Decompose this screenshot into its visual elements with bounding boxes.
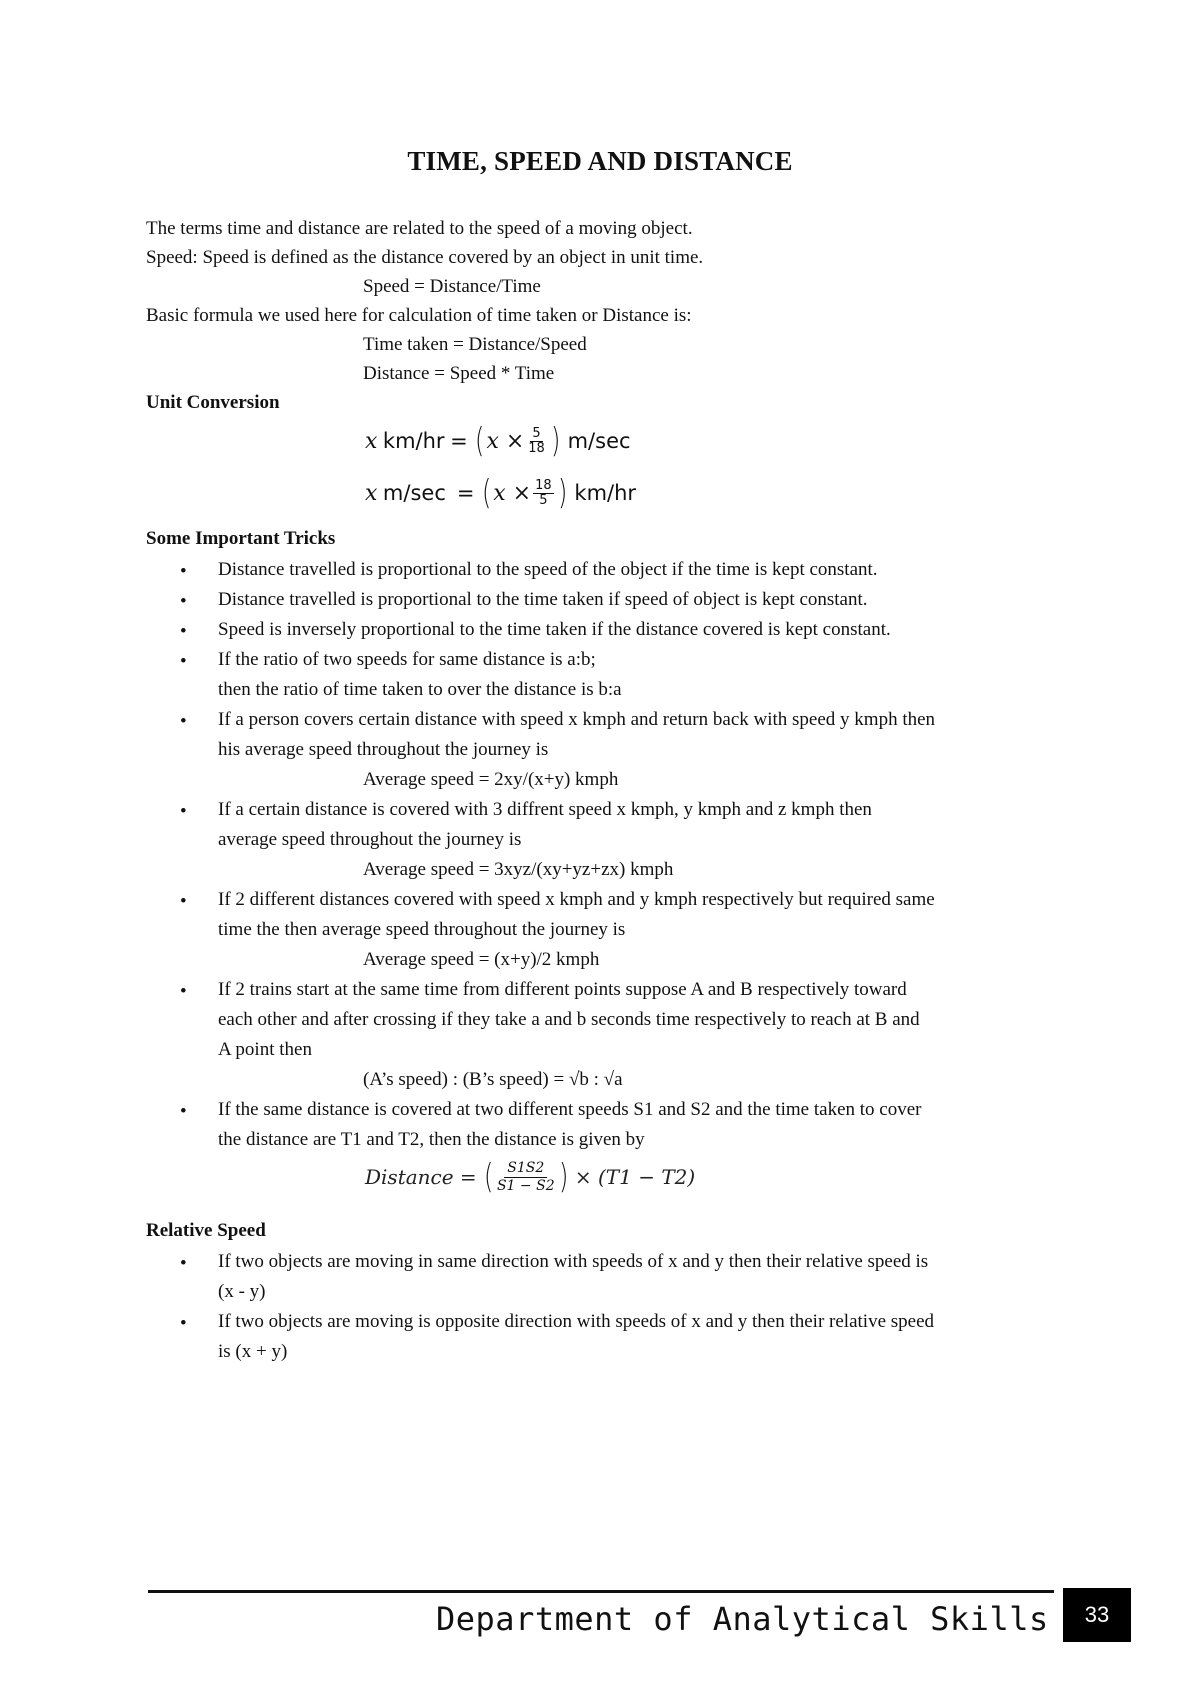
intro-line-2: Speed: Speed is defined as the distance covered by an object in unit time. [146,247,704,268]
trick-9-line-2: the distance are T1 and T2, then the distance is given by [218,1129,645,1150]
trick-6-formula: Average speed = 3xyz/(xy+yz+zx) kmph [363,859,674,880]
fraction-5-18: $\frac{5}{18}$ [528,425,545,456]
fraction-18-5: $\frac{18}{5}$ [535,477,552,508]
bullet-icon: • [180,1313,187,1334]
footer-department: Department of Analytical Skills [436,1600,1049,1638]
formula-distance: Distance = Speed * Time [363,363,555,384]
trick-4-line-1: If the ratio of two speeds for same distance is a:b; [218,649,596,670]
trick-4-line-2: then the ratio of time taken to over the distance is b:a [218,679,622,700]
page-title: TIME, SPEED AND DISTANCE [407,146,793,176]
formula-time-taken: Time taken = Distance/Speed [363,334,587,355]
trick-8-line-1: If 2 trains start at the same time from different points suppose A and B respectively toward [218,979,907,1000]
trick-6-line-2: average speed throughout the journey is [218,829,522,850]
bullet-icon: • [180,1253,187,1274]
page-number: 33 [1063,1588,1131,1642]
tricks-heading: Some Important Tricks [146,528,336,549]
trick-5-line-1: If a person covers certain distance with speed x kmph and return back with speed y kmph then [218,709,936,730]
bullet-icon: • [180,891,187,912]
formula-speed: Speed = Distance/Time [363,276,541,297]
trick-6-line-1: If a certain distance is covered with 3 diffrent speed x kmph, y kmph and z kmph then [218,799,872,820]
trick-7-formula: Average speed = (x+y)/2 kmph [363,949,600,970]
trick-5-line-2: his average speed throughout the journey is [218,739,549,760]
unit-conversion-heading: Unit Conversion [146,392,280,413]
trick-8-line-2: each other and after crossing if they take a and b seconds time respectively to reach at B and [218,1009,920,1030]
relative-2-line-2: is (x + y) [218,1341,288,1362]
trick-8-line-3: A point then [218,1039,312,1060]
bullet-icon: • [180,651,187,672]
bullet-icon: • [180,981,187,1002]
relative-speed-heading: Relative Speed [146,1220,266,1241]
bullet-icon: • [180,1101,187,1122]
fraction-s1s2: $\frac{S1S2}{S1 - S2}$ [496,1160,555,1194]
trick-1: Distance travelled is proportional to the speed of the object if the time is kept constant. [218,559,878,580]
relative-1-line-2: (x - y) [218,1281,266,1302]
conversion-kmhr-to-msec: x km/hr = ( x × $\frac{5}{18}$ ) m/sec [365,421,631,461]
trick-7-line-1: If 2 different distances covered with speed x kmph and y kmph respectively but required same [218,889,935,910]
trick-8-formula: (A’s speed) : (B’s speed) = √b : √a [363,1069,623,1090]
relative-1-line-1: If two objects are moving in same direction with speeds of x and y then their relative speed is [218,1251,929,1272]
trick-7-line-2: time the then average speed throughout the journey is [218,919,626,940]
intro-line-3: Basic formula we used here for calculation of time taken or Distance is: [146,305,692,326]
trick-5-formula: Average speed = 2xy/(x+y) kmph [363,769,619,790]
bullet-icon: • [180,801,187,822]
distance-formula: Distance = ( $\frac{S1S2}{S1 - S2}$ ) × (T1 − T2) [365,1157,696,1197]
bullet-icon: • [180,561,187,582]
intro-line-1: The terms time and distance are related to the speed of a moving object. [146,218,693,239]
bullet-icon: • [180,621,187,642]
relative-2-line-1: If two objects are moving is opposite direction with speeds of x and y then their relative speed [218,1311,935,1332]
trick-2: Distance travelled is proportional to the time taken if speed of object is kept constant. [218,589,868,610]
conversion-msec-to-kmhr: x m/sec = ( x × $\frac{18}{5}$ ) km/hr [365,473,637,513]
trick-3: Speed is inversely proportional to the time taken if the distance covered is kept constant. [218,619,891,640]
trick-9-line-1: If the same distance is covered at two different speeds S1 and S2 and the time taken to cover [218,1099,922,1120]
footer-divider [148,1590,1054,1593]
bullet-icon: • [180,711,187,732]
bullet-icon: • [180,591,187,612]
